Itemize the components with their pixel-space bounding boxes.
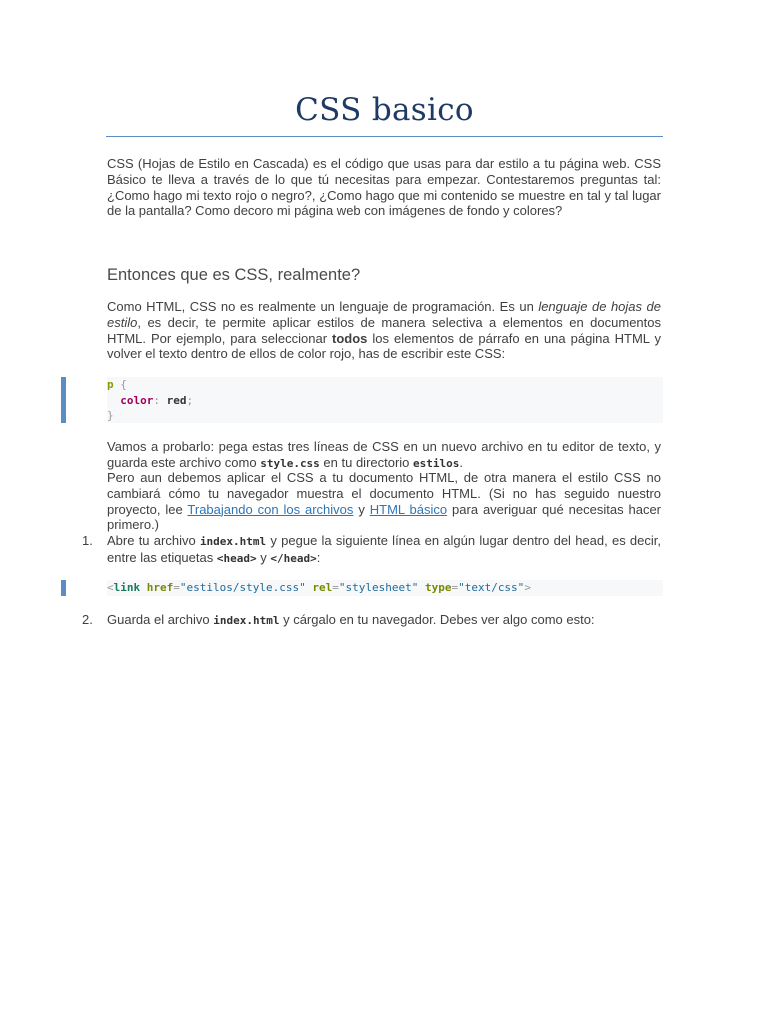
try-it-paragraph: Vamos a probarlo: pega estas tres líneas de CSS en un nuevo archivo en tu editor de texto, y guarda este archivo como style.css en tu directorio estilos. [107, 439, 661, 470]
css-value: red [166, 393, 187, 407]
css-property: color [120, 393, 154, 407]
css-selector: p [107, 378, 114, 391]
directory-code: estilos [413, 456, 460, 470]
title-divider [106, 136, 663, 137]
definition-paragraph: Como HTML, CSS no es realmente un lenguaje de programación. Es un lenguaje de hojas de estilo, es decir, te permite aplicar estilos de manera selectiva a elementos en documentos HTML. Por ejemplo, para seleccionar todos los elementos de párrafo en una página HTML y volver el texto dentro de ellos de color rojo, has de escribir este CSS: [107, 299, 661, 362]
step-2-number: 2. [82, 612, 93, 627]
link-working-with-files[interactable]: Trabajando con los archivos [187, 501, 354, 517]
intro-paragraph: CSS (Hojas de Estilo en Cascada) es el código que usas para dar estilo a tu página web. CSS Básico te lleva a través de lo que tú necesitas para empezar. Contestaremos preguntas tal: ¿Como hago mi texto rojo o negro?, ¿Como hago que mi contenido se muestre en tal y tal lugar de la pantalla? Como decoro mi página web con imágenes de fondo y colores? [107, 156, 661, 219]
step-1-text: Abre tu archivo index.html y pegue la siguiente línea en algún lugar dentro del head, es decir, entre las etiquetas <head> y </head>: [107, 533, 662, 565]
page-title: CSS basico [295, 92, 474, 128]
apply-css-paragraph: Pero aun debemos aplicar el CSS a tu documento HTML, de otra manera el estilo CSS no cambiará cómo tu navegador muestra el documento HTML. (Si no has seguido nuestro proyecto, lee Trabajando con los archivos y HTML básico para averiguar qué necesitas hacer primero.) [107, 470, 662, 533]
step-1-number: 1. [82, 533, 93, 548]
code-line-accent [61, 580, 66, 596]
filename-code: style.css [260, 456, 320, 470]
step-2-text: Guarda el archivo index.html y cárgalo en tu navegador. Debes ver algo como esto: [107, 612, 595, 627]
link-html-basics[interactable]: HTML básico [369, 501, 448, 517]
section-heading: Entonces que es CSS, realmente? [107, 266, 361, 284]
emphasis-term: lenguaje de hojas de estilo [107, 299, 661, 330]
css-code-block: p { color: red; } [107, 377, 663, 423]
strong-term: todos [332, 330, 368, 346]
code-block-accent [61, 377, 66, 423]
html-link-code: <link href="estilos/style.css" rel="stylesheet" type="text/css"> [107, 580, 663, 596]
